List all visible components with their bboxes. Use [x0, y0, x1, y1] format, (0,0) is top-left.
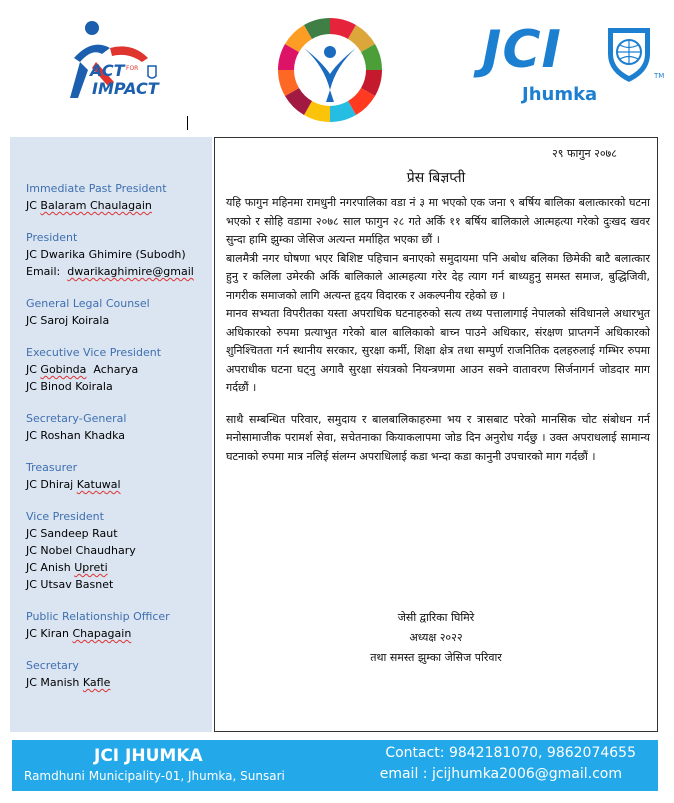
member-section [26, 296, 212, 329]
member-section [26, 658, 212, 691]
act-for-impact-logo [62, 18, 172, 108]
signatory-title: अध्यक्ष २०२२ [409, 631, 463, 644]
member-role: Vice President [26, 510, 104, 523]
member-name: JC Roshan Khadka [26, 429, 126, 442]
member-name: JC Manish Kafle [26, 676, 111, 689]
member-role: Secretary-General [26, 412, 127, 425]
member-name: JC Utsav Basnet [26, 578, 114, 591]
member-role: General Legal Counsel [26, 297, 150, 310]
member-section [26, 460, 212, 493]
release-date: २९ फागुन २०७८ [552, 147, 617, 160]
member-name: JC Sandeep Raut [26, 527, 118, 540]
member-name: JC Binod Koirala [26, 380, 113, 393]
signature-block [215, 608, 657, 668]
body-paragraph: मानव सभ्यता विपरीतका यस्ता अपराधिक घटनाहरुको सत्य तथ्य पत्तालागाई नेपालको संविधानले अधारभुत अधिकारको रुपमा प्रत्याभुत गरेको बाल बालिकाको बाच्न पाउने अधिकार, संरक्षण प्राप्तगर्ने अधिकारको शुनिश्चितता गर्न स्थानीय सरकार, सुरक्षा कर्मी, शिक्षा क्षेत्र तथा सम्पुर्ण राजनितिक दलहरुलाई गम्भिर रुपमा अपराधीक घटना घट्नु अगावै सुरक्षा संयत्रको नियन्त्रणमा आउन सक्ने वातावरण सिर्जनागर्न जोडदार माग गर्दछौं । [226, 307, 650, 394]
text-cursor [187, 116, 188, 130]
member-section [26, 411, 212, 444]
footer-bar [12, 740, 658, 791]
footer-address: Ramdhuni Municipality-01, Jhumka, Sunsari [24, 769, 285, 783]
footer-org-name: JCI JHUMKA [94, 746, 203, 766]
member-name: JC Nobel Chaudhary [26, 544, 136, 557]
signatory-name: जेसी द्वारिका घिमिरे [397, 611, 475, 624]
jci-shield-icon [604, 24, 654, 84]
signatory-org: तथा समस्त झुम्का जेसिज परिवार [370, 651, 502, 664]
member-name: JC Dhiraj Katuwal [26, 478, 121, 491]
member-section [26, 609, 212, 642]
member-role: Immediate Past President [26, 182, 167, 195]
act-text: ACT [90, 61, 125, 80]
for-text: FOR [126, 65, 139, 72]
member-section [26, 230, 212, 280]
body-paragraph: यहि फागुन महिनमा रामधुनी नगरपालिका वडा नं ३ मा भएको एक जना ९ बर्षिय बालिका बलात्कारको घटना भएको र सोहि वडामा २०७८ साल फागुन २८ गते अर्कि ११ बर्षिय बालिकाले आत्महत्या गरेको दुःखद खवर सुन्दा हामि झुम्का जेसिज अत्यन्त मर्माहित भएका छौं । [226, 196, 650, 246]
jci-logo [482, 20, 665, 110]
member-role: Executive Vice President [26, 346, 162, 359]
member-role: Public Relationship Officer [26, 610, 170, 623]
press-release-body [226, 194, 650, 466]
footer-contact: Contact: 9842181070, 9862074655 [385, 745, 636, 761]
board-members-list [26, 181, 212, 691]
letterhead [0, 0, 674, 130]
member-section [26, 509, 212, 593]
trademark-mark: TM [654, 72, 665, 80]
sdg-wheel-logo [274, 14, 386, 126]
press-release-title: प्रेस बिज्ञप्ती [406, 170, 466, 186]
press-release-document [214, 137, 658, 732]
impact-text: IMPACT [92, 79, 159, 98]
member-name: JC Balaram Chaulagain [26, 199, 152, 212]
member-email: Email: dwarikaghimire@gmail [26, 265, 194, 278]
member-role: Treasurer [26, 461, 78, 474]
board-members-sidebar [10, 137, 212, 732]
member-name: JC Kiran Chapagain [26, 627, 132, 640]
jci-logo-text: JCI [482, 20, 562, 80]
member-name: JC Dwarika Ghimire (Subodh) [26, 248, 186, 261]
body-paragraph: बालमैत्री नगर घोषणा भएर बिशिष्ट पहिचान बनाएको समुदायमा पनि अबोध बलिका छिमेकी बाटै बलात्कार हुनु र कलिला उमेरकी अर्कि बालिकाले आत्महत्या गरेर देह त्याग गर्न बाध्यहुनु समस्त समाज, बुद्धिजिवी, नागरीक समाजको लागि अत्यन्त हृदय विदारक र अकल्पनीय रहेको छ । [226, 251, 650, 302]
body-paragraph: साथै सम्बन्धित परिवार, समुदाय र बालबालिकाहरुमा भय र त्रासबाट परेको मानसिक चोट संबोधन गर्न मनोसामाजीक परामर्श सेवा, सचेतनाका कियाकलापमा जोड दिन अनुरोध गर्दछु । उक्त अपराधलाई सामान्य घटनाको रुपमा मात्र नलिई संलग्न अपराधिलाई कडा भन्दा कडा कानुनी उपचारको माग गर्दछौं । [226, 412, 650, 463]
member-role: Secretary [26, 659, 79, 672]
member-role: President [26, 231, 78, 244]
member-name: JC Gobinda Acharya [26, 363, 139, 376]
member-section [26, 345, 212, 395]
footer-email: email : jcijhumka2006@gmail.com [379, 766, 622, 782]
member-name: JC Saroj Koirala [26, 314, 110, 327]
member-section [26, 181, 212, 214]
jci-chapter-name: Jhumka [522, 84, 598, 105]
member-name: JC Anish Upreti [26, 561, 108, 574]
